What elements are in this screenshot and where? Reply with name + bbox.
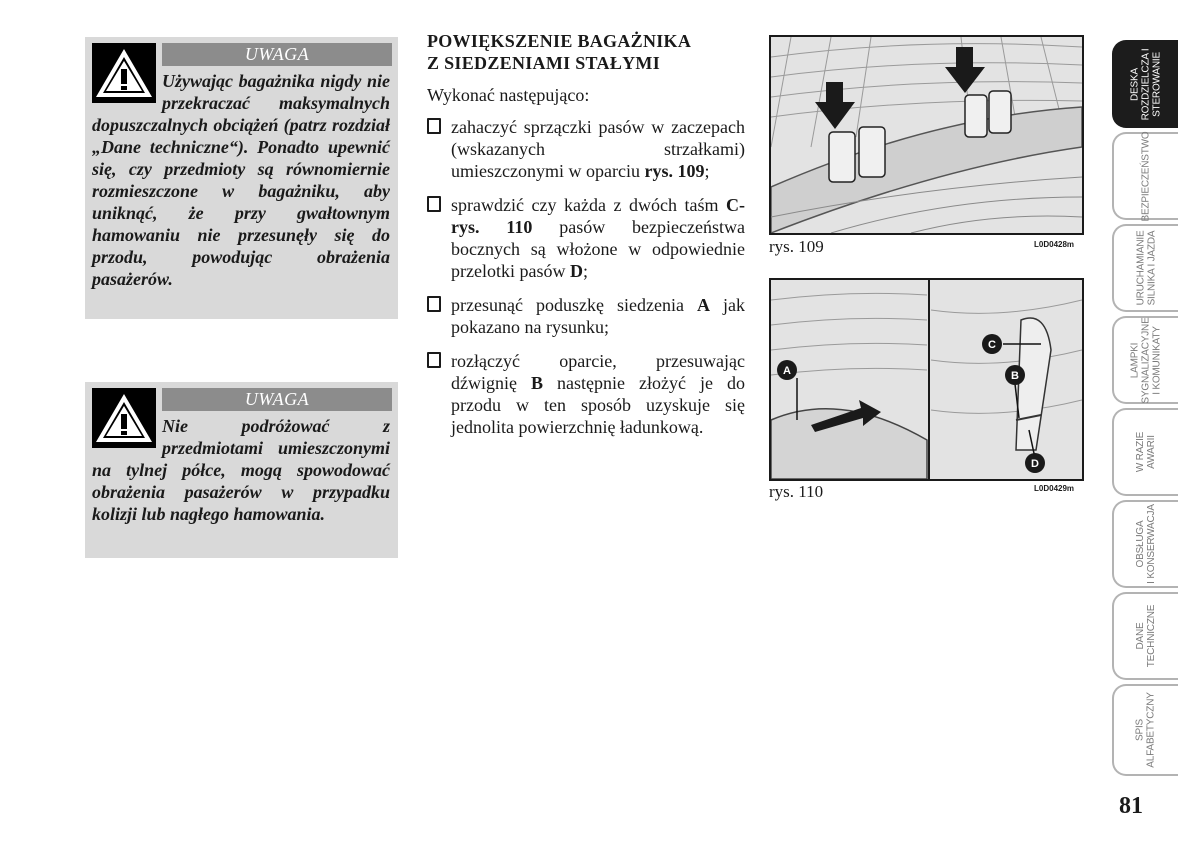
figure-caption: rys. 109 xyxy=(769,237,824,256)
warning-heading: UWAGA xyxy=(162,388,392,411)
checkbox-bullet-icon xyxy=(427,350,441,438)
tab-bezpieczenstwo[interactable]: BEZPIECZEŃSTWO xyxy=(1112,132,1178,220)
figure-code: L0D0429m xyxy=(1034,484,1075,493)
tab-w-razie-awarii[interactable]: W RAZIE AWARII xyxy=(1112,408,1178,496)
checkbox-bullet-icon xyxy=(427,294,441,338)
list-item: sprawdzić czy każda z dwóch taśm C-rys. 110 pasów bezpieczeństwa bocznych są włożone w odpowiednie przelotki pasów D; xyxy=(427,194,745,282)
figure-code: L0D0428m xyxy=(1034,240,1075,249)
intro-text: Wykonać następująco: xyxy=(427,85,590,105)
tab-obsluga[interactable]: OBSŁUGA I KONSERWACJA xyxy=(1112,500,1178,588)
checkbox-bullet-icon xyxy=(427,116,441,182)
list-item: rozłączyć oparcie, przesuwając dźwignię B następnie złożyć je do przodu w ten sposób uzyskuje się jednolita powierzchnię ładunkową. xyxy=(427,350,745,438)
tab-dane-techniczne[interactable]: DANE TECHNICZNE xyxy=(1112,592,1178,680)
warning-triangle-icon xyxy=(92,388,156,448)
tab-deska-rozdzielcza[interactable]: DESKA ROZDZIELCZA I STEROWANIE xyxy=(1112,40,1178,128)
warning-triangle-icon xyxy=(92,43,156,103)
tab-uruchamianie[interactable]: URUCHAMIANIE SILNIKA I JAZDA xyxy=(1112,224,1178,312)
figure-caption: rys. 110 xyxy=(769,482,824,501)
warning-text: Nie podróżować z przedmiotami umieszczonymi na tylnej półce, mogą spowodować obrażenia pasażerów w przypadku kolizji lub nagłego hamowania. xyxy=(92,416,390,524)
list-item: zahaczyć sprzączki pasów w zaczepach (wskazanych strzałkami) umieszczonymi w oparciu rys. 109; xyxy=(427,116,745,182)
warning-box xyxy=(85,382,398,558)
section-title: POWIĘKSZENIE BAGAŻNIKA Z SIEDZENIAMI STAŁYMI xyxy=(427,31,692,73)
instructions-column xyxy=(427,30,745,450)
figure-109-image xyxy=(769,35,1084,235)
warning-heading: UWAGA xyxy=(162,43,392,66)
page-number: 81 xyxy=(1119,793,1143,819)
tab-lampki[interactable]: LAMPKI SYGNALIZACYJNE I KOMUNIKATY xyxy=(1112,316,1178,404)
svg-text:D: D xyxy=(1031,458,1039,470)
checkbox-bullet-icon xyxy=(427,194,441,282)
svg-text:A: A xyxy=(783,365,791,377)
list-item: przesunąć poduszkę siedzenia A jak pokazano na rysunku; xyxy=(427,294,745,338)
svg-text:C: C xyxy=(988,339,996,351)
svg-text:B: B xyxy=(1011,370,1019,382)
figure-110-image xyxy=(769,278,1084,481)
warning-text: Używając bagażnika nigdy nie przekraczać maksymalnych dopuszczalnych obciążeń (patrz rozdział „Dane techniczne“). Ponadto upewnić się, czy przedmioty są równomiernie rozmieszczone w bagażniku, aby uniknąć, że przy gwałtownym hamowaniu nie przesunęły się do przodu, powodując obrażenia pasażerów. xyxy=(92,71,390,289)
warning-box xyxy=(85,37,398,319)
tab-spis-alfabetyczny[interactable]: SPIS ALFABETYCZNY xyxy=(1112,684,1178,776)
